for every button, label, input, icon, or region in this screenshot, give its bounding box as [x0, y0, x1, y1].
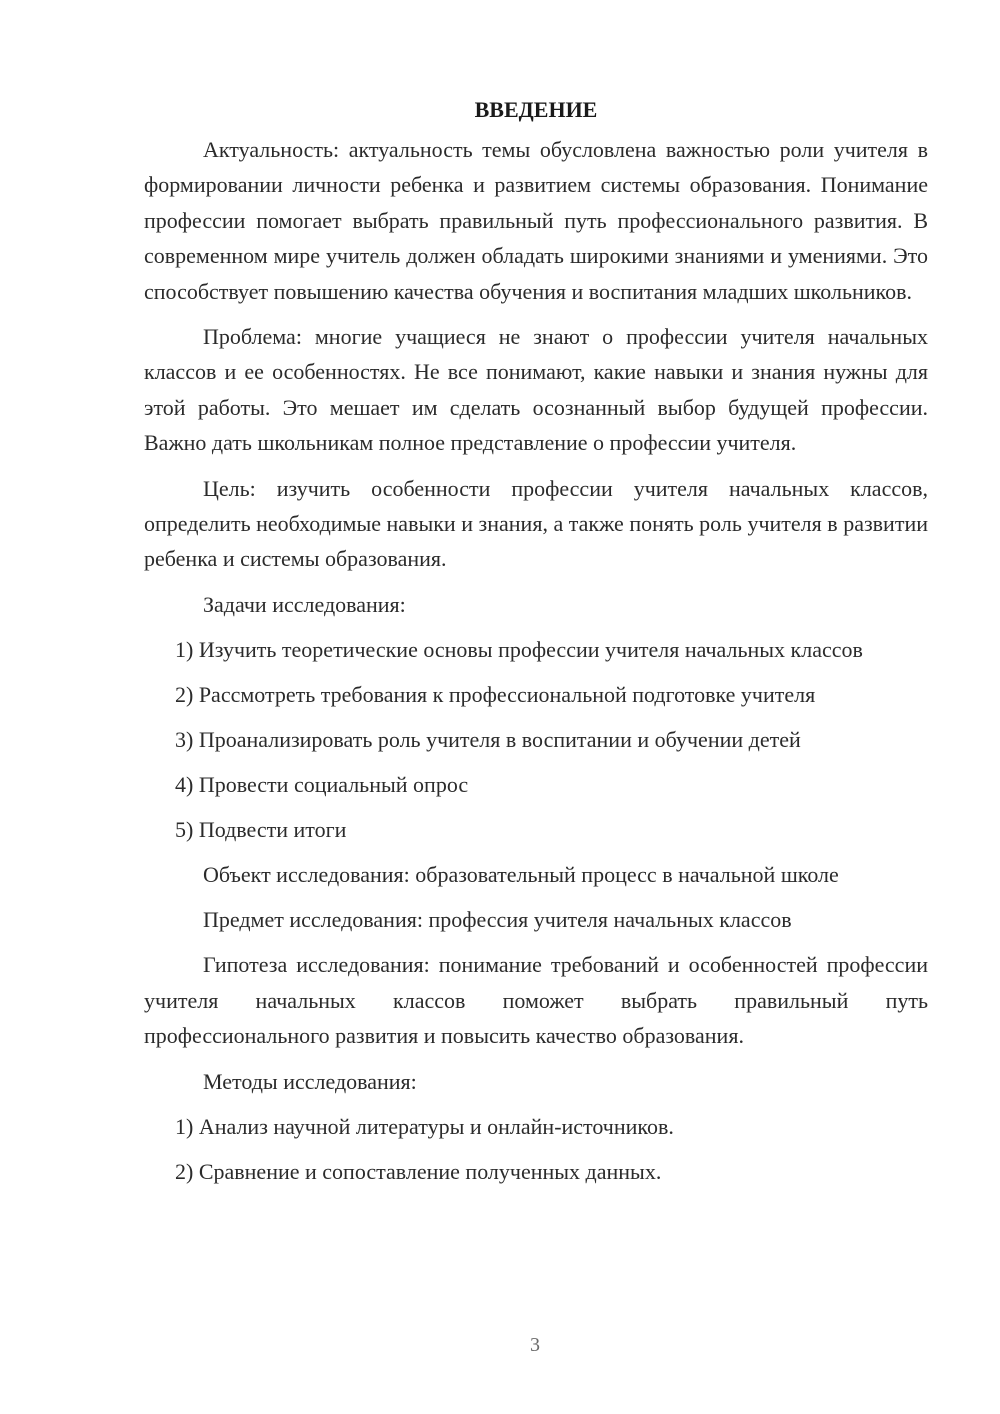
- page-title: ВВЕДЕНИЕ: [474, 97, 598, 122]
- relevance-paragraph: Актуальность: актуальность темы обусловлена важностью роли учителя в формировании личности ребенка и развитием системы образования. Понимание профессии помогает выбрать правильный путь профессионального развития. В современном мире учитель должен обладать широкими знаниями и умениями. Это способствует повышению качества обучения и воспитания младших школьников.: [144, 137, 928, 304]
- document-page: [144, 92, 928, 1199]
- page-number: 3: [530, 1334, 540, 1356]
- methods-heading: Методы исследования:: [203, 1068, 417, 1094]
- goal-paragraph: Цель: изучить особенности профессии учителя начальных классов, определить необходимые навыки и знания, а также понять роль учителя в развитии ребенка и системы образования.: [144, 475, 928, 572]
- research-object: Объект исследования: образовательный процесс в начальной школе: [203, 862, 839, 888]
- method-item-2: 2) Сравнение и сопоставление полученных данных.: [175, 1158, 662, 1184]
- task-item-2: 2) Рассмотреть требования к профессиональной подготовке учителя: [175, 682, 816, 708]
- problem-paragraph: Проблема: многие учащиеся не знают о профессии учителя начальных классов и ее особенностях. Не все понимают, какие навыки и знания нужны для этой работы. Это мешает им сделать осознанный выбор будущей профессии. Важно дать школьникам полное представление о профессии учителя.: [144, 324, 928, 456]
- task-item-4: 4) Провести социальный опрос: [175, 772, 469, 798]
- hypothesis-paragraph: Гипотеза исследования: понимание требований и особенностей профессии учителя начальных классов поможет выбрать правильный путь профессионального развития и повысить качество образования.: [144, 952, 928, 1049]
- task-item-1: 1) Изучить теоретические основы профессии учителя начальных классов: [175, 636, 863, 662]
- research-subject: Предмет исследования: профессия учителя начальных классов: [203, 907, 792, 933]
- task-item-3: 3) Проанализировать роль учителя в воспитании и обучении детей: [175, 727, 801, 753]
- tasks-heading: Задачи исследования:: [203, 591, 406, 617]
- task-item-5: 5) Подвести итоги: [175, 817, 347, 843]
- method-item-1: 1) Анализ научной литературы и онлайн-источников.: [175, 1113, 674, 1139]
